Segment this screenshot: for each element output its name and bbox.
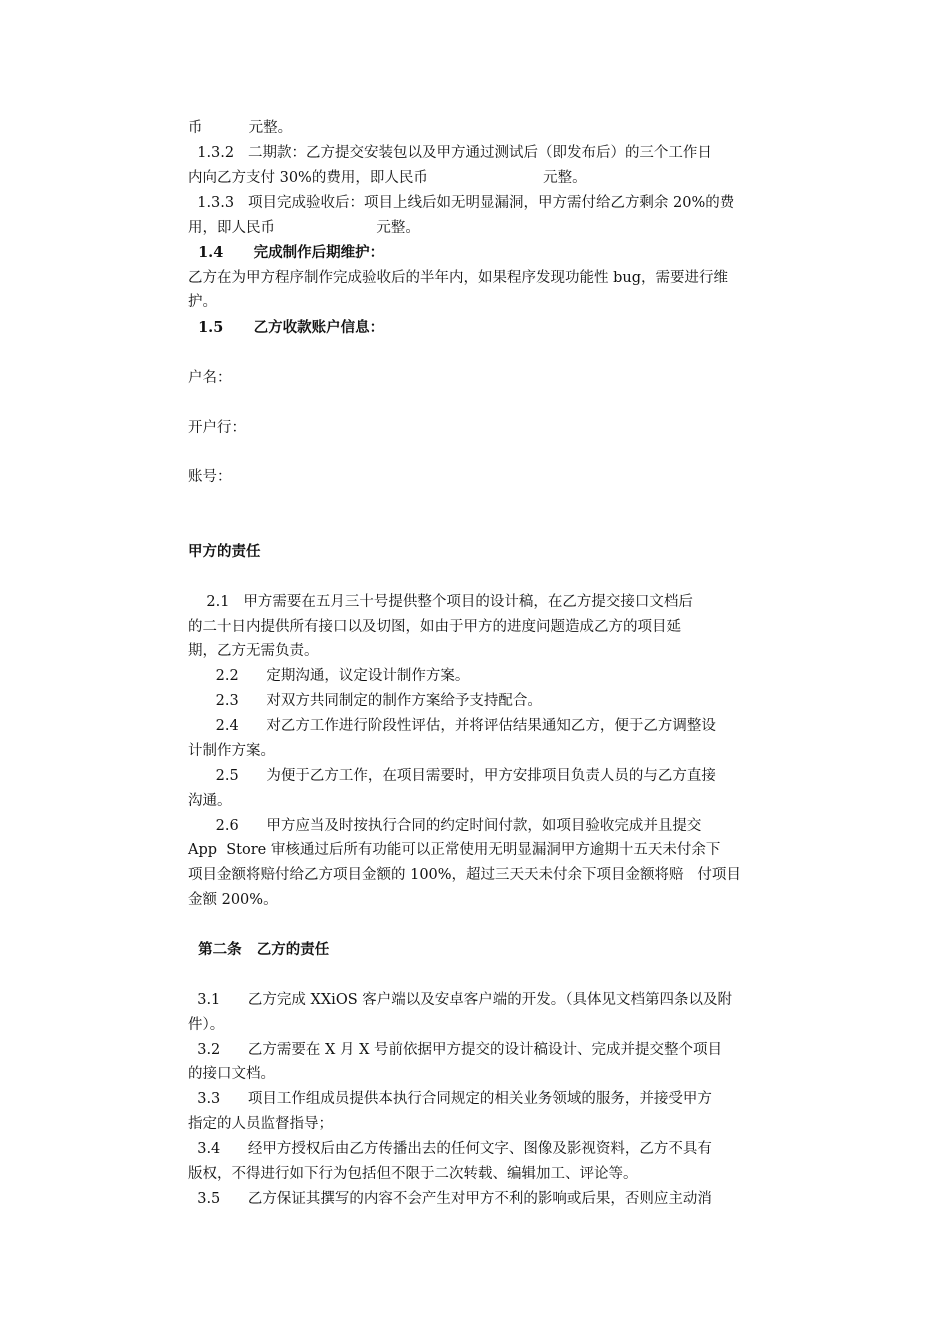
clause-3-2-cont: 的接口文档。 <box>188 1066 275 1082</box>
account-number-label: 账号： <box>188 469 232 485</box>
heading-1-4: 1.4 完成制作后期维护： <box>188 244 385 261</box>
clause-2-5-cont: 沟通。 <box>188 793 232 809</box>
clause-3-1-cont: 件）。 <box>188 1017 225 1033</box>
clause-3-4: 3.4 经甲方授权后由乙方传播出去的任何文字、图像及影视资料，乙方不具有 <box>188 1141 712 1157</box>
clause-1-3-3: 1.3.3 项目完成验收后：项目上线后如无明显漏洞，甲方需付给乙方剩余 20%的费 <box>188 195 735 211</box>
clause-1-3-2-cont: 内向乙方支付 30%的费用，即人民币 元整。 <box>188 170 587 186</box>
maintenance-text: 乙方在为甲方程序制作完成验收后的半年内，如果程序发现功能性 bug，需要进行维 <box>188 270 729 286</box>
section-party-b-duties: 第二条 乙方的责任 <box>188 941 330 958</box>
clause-3-3-cont: 指定的人员监督指导； <box>188 1116 333 1132</box>
clause-1-3-3-cont: 用，即人民币 元整。 <box>188 220 420 236</box>
clause-2-1-cont2: 期，乙方无需负责。 <box>188 643 319 659</box>
account-name-label: 户名： <box>188 370 232 386</box>
clause-3-5: 3.5 乙方保证其撰写的内容不会产生对甲方不利的影响或后果，否则应主动消 <box>188 1191 712 1207</box>
clause-3-3: 3.3 项目工作组成员提供本执行合同规定的相关业务领域的服务，并接受甲方 <box>188 1091 712 1107</box>
clause-2-2: 2.2 定期沟通，议定设计制作方案。 <box>188 668 470 684</box>
clause-2-4-cont: 计制作方案。 <box>188 743 275 759</box>
clause-3-2: 3.2 乙方需要在 X 月 X 号前依据甲方提交的设计稿设计、完成并提交整个项目 <box>188 1042 723 1058</box>
section-party-a-duties: 甲方的责任 <box>188 543 261 560</box>
clause-2-6-cont3: 金额 200%。 <box>188 892 278 908</box>
clause-2-3: 2.3 对双方共同制定的制作方案给予支持配合。 <box>188 693 542 709</box>
clause-2-6: 2.6 甲方应当及时按执行合同的约定时间付款，如项目验收完成并且提交 <box>188 818 702 834</box>
clause-1-3-2: 1.3.2 二期款：乙方提交安装包以及甲方通过测试后（即发布后）的三个工作日 <box>188 145 712 161</box>
clause-2-1-cont: 的二十日内提供所有接口以及切图，如由于甲方的进度问题造成乙方的项目延 <box>188 619 681 635</box>
clause-2-1: 2.1 甲方需要在五月三十号提供整个项目的设计稿，在乙方提交接口文档后 <box>188 594 693 610</box>
clause-3-4-cont: 版权，不得进行如下行为包括但不限于二次转载、编辑加工、评论等。 <box>188 1166 638 1182</box>
clause-2-5: 2.5 为便于乙方工作，在项目需要时，甲方安排项目负责人员的与乙方直接 <box>188 768 716 784</box>
bank-label: 开户行： <box>188 420 246 436</box>
payment-line-1-end: 币 元整。 <box>188 120 293 136</box>
clause-3-1: 3.1 乙方完成 XXiOS 客户端以及安卓客户端的开发。（具体见文档第四条以及附 <box>188 992 733 1008</box>
clause-2-6-cont: App Store 审核通过后所有功能可以正常使用无明显漏洞甲方逾期十五天未付余下 <box>188 842 721 858</box>
maintenance-text-cont: 护。 <box>188 294 217 310</box>
clause-2-4: 2.4 对乙方工作进行阶段性评估，并将评估结果通知乙方，便于乙方调整设 <box>188 718 716 734</box>
heading-1-5: 1.5 乙方收款账户信息： <box>188 319 385 336</box>
clause-2-6-cont2: 项目金额将赔付给乙方项目金额的 100%，超过三天天未付余下项目金额将赔 付项目 <box>188 867 741 883</box>
